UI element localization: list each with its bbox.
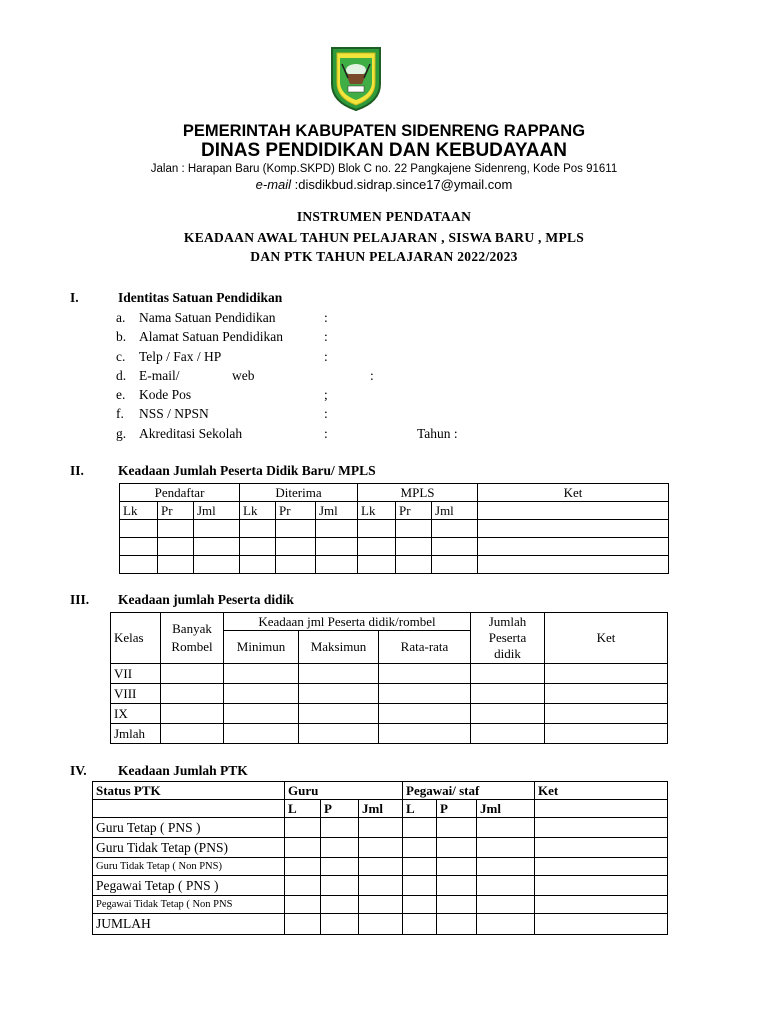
row-label: Pegawai Tidak Tetap ( Non PNS bbox=[93, 896, 285, 914]
doc-title-line3: DAN PTK TAHUN PELAJARAN 2022/2023 bbox=[250, 249, 518, 264]
table-row bbox=[93, 914, 668, 935]
item-e-label: Kode Pos bbox=[139, 387, 192, 402]
table-row bbox=[93, 896, 668, 914]
table-row bbox=[120, 538, 669, 556]
table-row bbox=[93, 858, 668, 876]
table-new-students bbox=[119, 483, 669, 574]
item-g-label: Akreditasi Sekolah bbox=[139, 426, 243, 441]
item-b-label: Alamat Satuan Pendidikan bbox=[139, 329, 283, 344]
item-d-letter: d. bbox=[116, 368, 127, 383]
section1-title: Identitas Satuan Pendidikan bbox=[118, 290, 283, 305]
item-g-sep: : bbox=[324, 426, 328, 441]
col-avg: Rata-rata bbox=[379, 631, 471, 664]
section4-number: IV. bbox=[70, 763, 87, 778]
col-rombel: Banyak Rombel bbox=[161, 613, 224, 664]
sub-lk: Lk bbox=[240, 502, 276, 520]
row-label: Jmlah bbox=[111, 724, 161, 744]
email-line bbox=[0, 177, 768, 192]
row-label: IX bbox=[111, 704, 161, 724]
address-line: Jalan : Harapan Baru (Komp.SKPD) Blok C no. 22 Pangkajene Sidenreng, Kode Pos 91611 bbox=[150, 163, 618, 175]
sub-pr: Pr bbox=[396, 502, 432, 520]
col-status: Status PTK bbox=[93, 782, 285, 800]
sub-l: L bbox=[285, 800, 321, 818]
item-d-sep: : bbox=[370, 368, 374, 383]
sub-lk: Lk bbox=[358, 502, 396, 520]
sub-jml: Jml bbox=[316, 502, 358, 520]
col-diterima: Diterima bbox=[240, 484, 358, 502]
item-a-letter: a. bbox=[116, 310, 126, 325]
sub-jml: Jml bbox=[194, 502, 240, 520]
col-ket: Ket bbox=[478, 484, 669, 502]
col-pegawai: Pegawai/ staf bbox=[403, 782, 535, 800]
row-label: Pegawai Tetap ( PNS ) bbox=[93, 876, 285, 896]
section2-title: Keadaan Jumlah Peserta Didik Baru/ MPLS bbox=[118, 463, 376, 478]
table-row bbox=[120, 556, 669, 574]
col-max: Maksimun bbox=[299, 631, 379, 664]
regency-emblem-logo bbox=[328, 44, 384, 112]
item-c-label: Telp / Fax / HP bbox=[139, 349, 222, 364]
section3-title: Keadaan jumlah Peserta didik bbox=[118, 592, 294, 607]
col-ket: Ket bbox=[535, 782, 668, 800]
sub-p: P bbox=[321, 800, 359, 818]
row-label: Guru Tidak Tetap ( Non PNS) bbox=[93, 858, 285, 876]
department-name: DINAS PENDIDIKAN DAN KEBUDAYAAN bbox=[201, 140, 567, 161]
item-a-sep: : bbox=[324, 310, 328, 325]
table-row bbox=[93, 818, 668, 838]
col-pendaftar: Pendaftar bbox=[120, 484, 240, 502]
item-f-letter: f. bbox=[116, 406, 124, 421]
government-name: PEMERINTAH KABUPATEN SIDENRENG RAPPANG bbox=[182, 122, 586, 140]
item-e-sep: ; bbox=[324, 387, 328, 402]
sub-pr: Pr bbox=[276, 502, 316, 520]
item-f-sep: : bbox=[324, 406, 328, 421]
doc-title-line2: KEADAAN AWAL TAHUN PELAJARAN , SISWA BARU , MPLS bbox=[183, 230, 585, 245]
section4-title: Keadaan Jumlah PTK bbox=[118, 763, 248, 778]
sub-l: L bbox=[403, 800, 437, 818]
col-kelas: Kelas bbox=[111, 613, 161, 664]
col-guru: Guru bbox=[285, 782, 403, 800]
item-d-label2: web bbox=[232, 368, 255, 383]
item-e-letter: e. bbox=[116, 387, 126, 402]
item-g-letter: g. bbox=[116, 426, 127, 441]
item-b-sep: : bbox=[324, 329, 328, 344]
item-g-year-label: Tahun : bbox=[417, 426, 458, 441]
item-d-label: E-mail/ bbox=[139, 368, 180, 383]
sub-p: P bbox=[437, 800, 477, 818]
item-c-sep: : bbox=[324, 349, 328, 364]
sub-jml: Jml bbox=[359, 800, 403, 818]
item-a-label: Nama Satuan Pendidikan bbox=[139, 310, 276, 325]
doc-title-line1: INSTRUMEN PENDATAAN bbox=[296, 209, 472, 224]
row-label: VIII bbox=[111, 684, 161, 704]
col-ket: Ket bbox=[545, 613, 668, 664]
table-row bbox=[111, 724, 668, 744]
table-row bbox=[93, 838, 668, 858]
col-keadaan: Keadaan jml Peserta didik/rombel bbox=[224, 613, 471, 631]
row-label: Guru Tetap ( PNS ) bbox=[93, 818, 285, 838]
table-ptk bbox=[92, 781, 668, 935]
sub-lk: Lk bbox=[120, 502, 158, 520]
ket-cell bbox=[478, 502, 669, 520]
email-value: :disdikbud.sidrap.since17@ymail.com bbox=[291, 177, 513, 192]
row-label: JUMLAH bbox=[93, 914, 285, 935]
table-student-count bbox=[110, 612, 668, 744]
row-label: VII bbox=[111, 664, 161, 684]
col-mpls: MPLS bbox=[358, 484, 478, 502]
table-row bbox=[120, 520, 669, 538]
section3-number: III. bbox=[70, 592, 90, 607]
item-b-letter: b. bbox=[116, 329, 127, 344]
section1-number: I. bbox=[70, 290, 79, 305]
sub-jml: Jml bbox=[477, 800, 535, 818]
section2-number: II. bbox=[70, 463, 84, 478]
table-row bbox=[111, 704, 668, 724]
sub-pr: Pr bbox=[158, 502, 194, 520]
table-row bbox=[111, 664, 668, 684]
row-label: Guru Tidak Tetap (PNS) bbox=[93, 838, 285, 858]
sub-jml: Jml bbox=[432, 502, 478, 520]
table-row bbox=[111, 684, 668, 704]
item-f-label: NSS / NPSN bbox=[139, 406, 209, 421]
item-c-letter: c. bbox=[116, 349, 126, 364]
email-label: e-mail bbox=[255, 177, 292, 192]
col-jumlah: Jumlah Peserta didik bbox=[471, 613, 545, 664]
table-row bbox=[93, 876, 668, 896]
col-min: Minimun bbox=[224, 631, 299, 664]
